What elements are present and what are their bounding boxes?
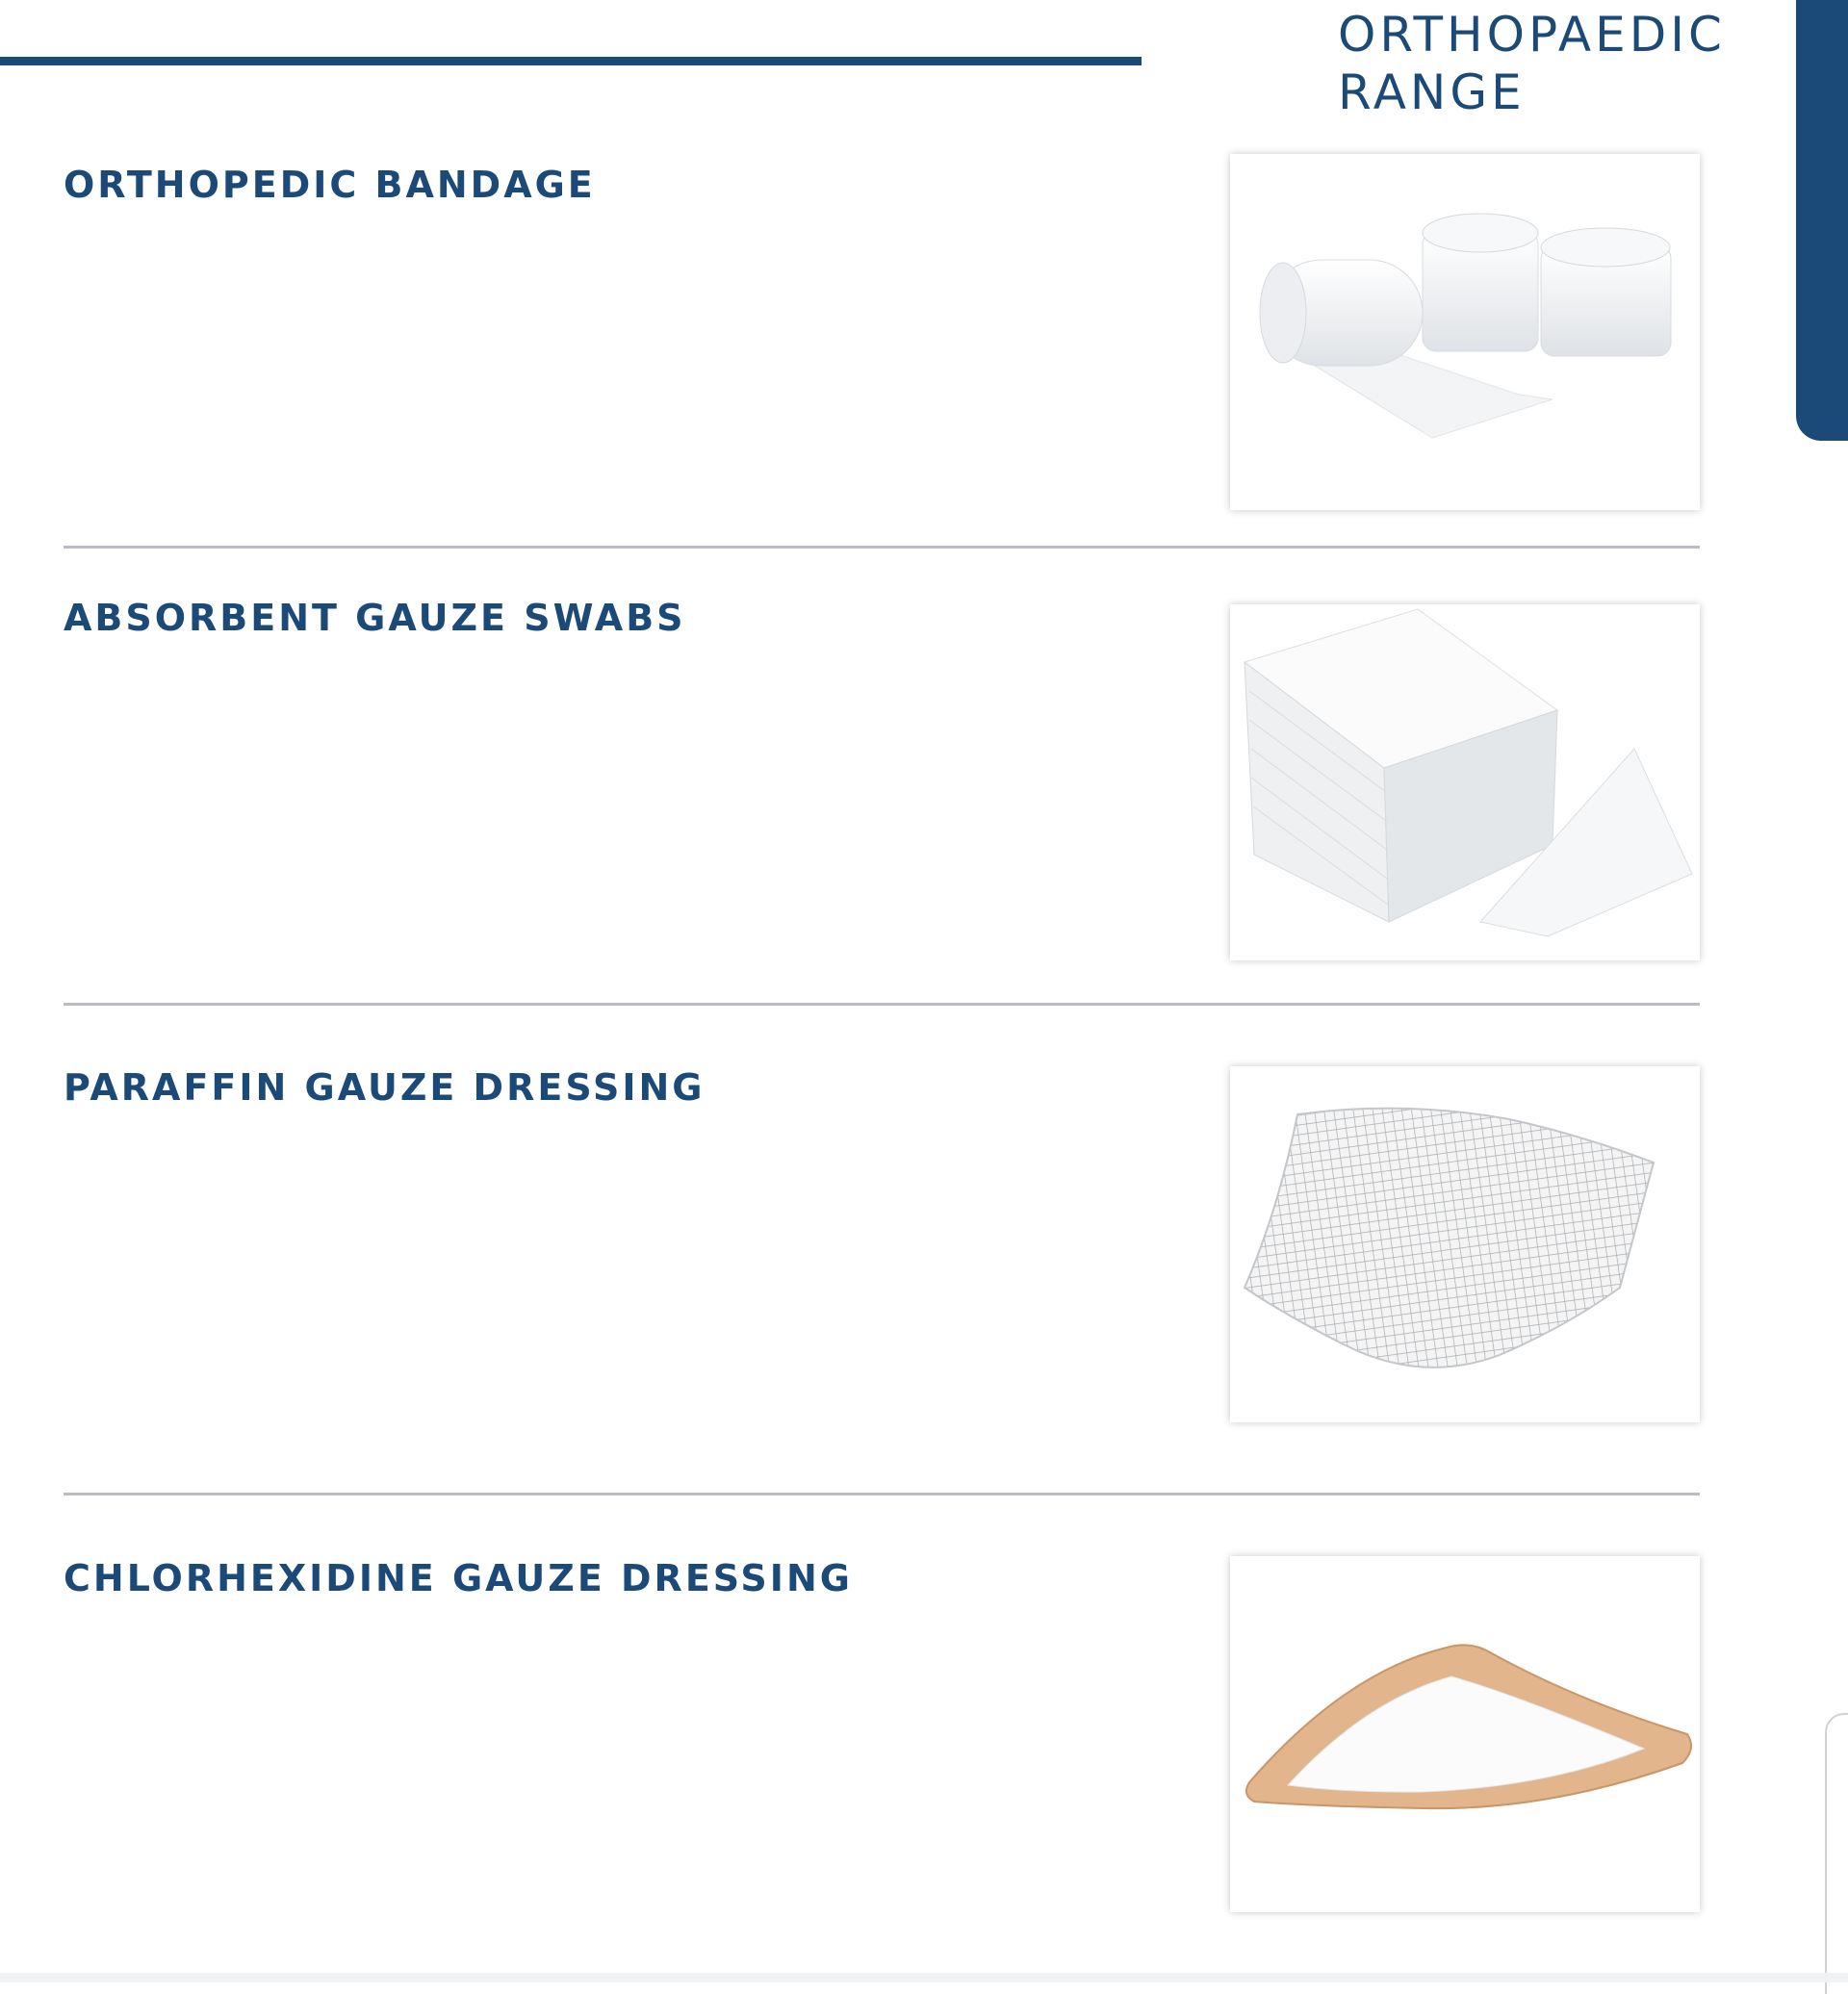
- product-image-chlorhexidine-gauze-dressing: [1230, 1556, 1700, 1912]
- product-title-paraffin-gauze-dressing: PARAFFIN GAUZE DRESSING: [64, 1066, 706, 1109]
- product-image-absorbent-gauze-swabs: [1230, 604, 1700, 960]
- range-title: [1338, 6, 1726, 121]
- product-title-chlorhexidine-gauze-dressing: CHLORHEXIDINE GAUZE DRESSING: [64, 1557, 853, 1599]
- product-title-orthopedic-bandage: ORTHOPEDIC BANDAGE: [64, 164, 596, 206]
- gauze-swabs-illustration: [1230, 604, 1700, 960]
- page-corner-mark: [1825, 1713, 1848, 1994]
- paraffin-mesh-illustration: [1230, 1066, 1700, 1422]
- section-divider: [64, 546, 1700, 549]
- product-image-orthopedic-bandage: [1230, 154, 1700, 510]
- product-title-absorbent-gauze-swabs: ABSORBENT GAUZE SWABS: [64, 597, 686, 639]
- product-image-paraffin-gauze-dressing: [1230, 1066, 1700, 1422]
- bottom-band: [0, 1973, 1848, 1982]
- range-title-line-1: ORTHOPAEDIC: [1338, 7, 1726, 63]
- bandage-rolls-illustration: [1230, 154, 1700, 510]
- range-title-line-2: RANGE: [1338, 64, 1526, 120]
- header-rule: [0, 57, 1142, 65]
- section-divider: [64, 1493, 1700, 1496]
- section-divider: [64, 1003, 1700, 1006]
- chlorhexidine-pad-illustration: [1230, 1556, 1700, 1912]
- side-tab: [1796, 0, 1848, 441]
